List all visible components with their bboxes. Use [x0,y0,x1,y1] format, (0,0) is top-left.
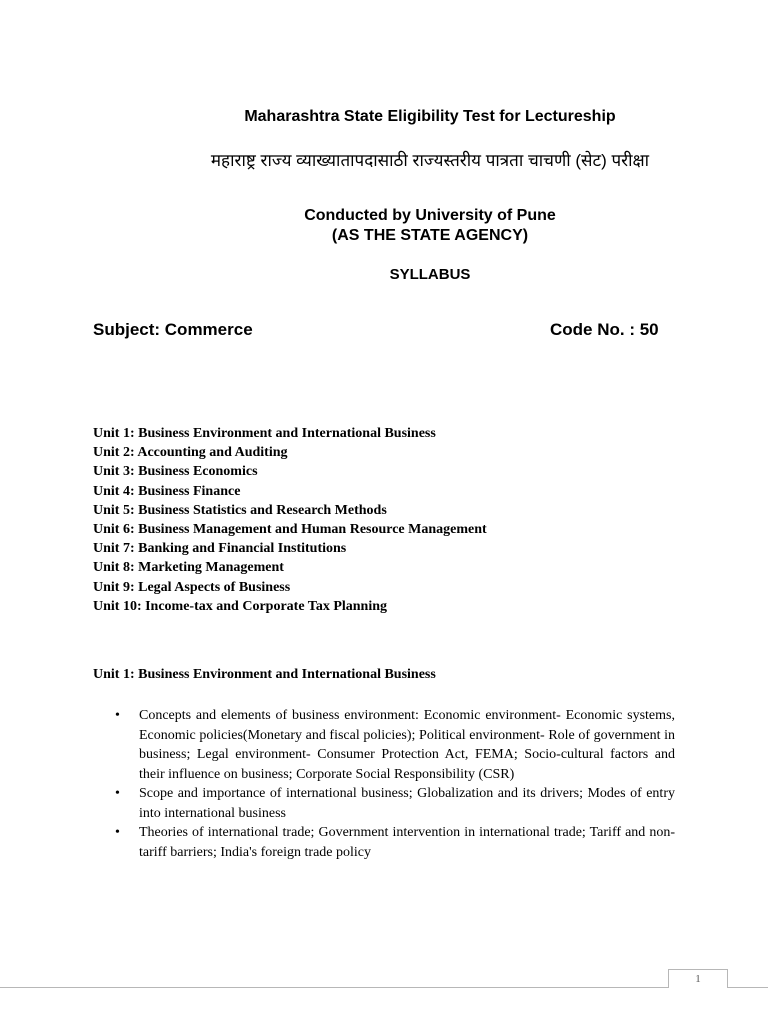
page-number: 1 [668,969,728,988]
unit-item: Unit 7: Banking and Financial Institutions [93,541,347,557]
bullet-item: • Scope and importance of international business; Globalization and its drivers; Modes of entry into international business [115,784,675,823]
unit-item: Unit 2: Accounting and Auditing [93,445,288,461]
bullet-item: • Concepts and elements of business environment: Economic environment- Economic systems, Economic policies(Monetary and fiscal policies); Political environment- Role of government in business; Legal environment- Consumer Protection Act, FEMA; Socio-cultural factors and their influence on business; Corporate Social Responsibility (CSR) [115,706,675,784]
unit-item: Unit 6: Business Management and Human Resource Management [93,522,487,538]
unit-item: Unit 5: Business Statistics and Research Methods [93,502,387,518]
unit-item: Unit 1: Business Environment and International Business [93,426,436,441]
code-number: Code No. : 50 [550,320,659,339]
unit-item: Unit 4: Business Finance [93,483,241,499]
subject-label: Subject: Commerce [93,320,253,339]
syllabus-heading: SYLLABUS [389,266,471,283]
conducted-by-block [0,206,768,246]
conducted-by-text: Conducted by University of Pune [304,207,556,224]
bullet-list [115,706,675,862]
unit-list [93,424,487,616]
section-heading: Unit 1: Business Environment and International Business [93,667,436,682]
unit-item: Unit 10: Income-tax and Corporate Tax Planning [93,598,388,614]
footer-divider [0,987,768,988]
unit-item: Unit 8: Marketing Management [93,560,284,576]
document-title: Maharashtra State Eligibility Test for Lectureship [244,108,616,125]
agency-text: (AS THE STATE AGENCY) [331,227,529,244]
bullet-item: • Theories of international trade; Government intervention in international trade; Tariff and non-tariff barriers; India's foreign trade policy [115,823,675,862]
document-title-marathi: महाराष्ट्र राज्य व्याख्यातापदासाठी राज्यस्तरीय पात्रता चाचणी (सेट) परीक्षा [210,151,650,170]
unit-item: Unit 3: Business Economics [93,464,258,480]
unit-item: Unit 9: Legal Aspects of Business [93,579,291,595]
